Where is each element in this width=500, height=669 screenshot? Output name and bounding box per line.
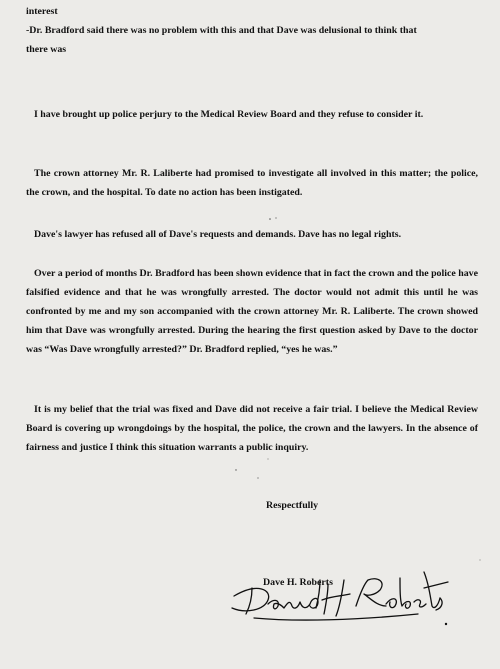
handwritten-signature — [228, 566, 464, 630]
text-line: interest — [26, 6, 58, 17]
paragraph-police-perjury: I have brought up police perjury to the Medical Review Board and they refuse to consider it. — [34, 109, 424, 120]
text-line: -Dr. Bradford said there was no problem with this and that Dave was delusional to think that — [26, 25, 417, 36]
paragraph-belief: It is my belief that the trial was fixed and Dave did not receive a fair trial. I believe the Medical Review Board is covering up wrongdoings by the hospital, the police, the crown and the lawyers. In the absence of fairness and justice I think this situation warrants a public inquiry. — [26, 404, 478, 453]
continuation-text — [26, 2, 478, 59]
paragraph-lawyer: Dave's lawyer has refused all of Dave's requests and demands. Dave has no legal rights. — [34, 229, 402, 240]
text-line: there was — [26, 44, 67, 55]
paragraph-evidence: Over a period of months Dr. Bradford has been shown evidence that in fact the crown and the police have falsified evidence and that he was wrongfully arrested. The doctor would not admit this until he was confronted by me and my son accompanied with the crown attorney Mr. R. Laliberte. The crown showed him that Dave was wrongfully arrested. During the hearing the first question asked by Dave to the doctor was “Was Dave wrongfully arrested?” Dr. Bradford replied, “yes he was.” — [26, 268, 478, 355]
paragraph-crown-attorney: The crown attorney Mr. R. Laliberte had promised to investigate all involved in this matter; the police, the crown, and the hospital. To date no action has been instigated. — [26, 168, 478, 198]
closing-salutation: Respectfully — [266, 500, 319, 511]
signer-name: Dave H. Roberts — [263, 577, 333, 588]
